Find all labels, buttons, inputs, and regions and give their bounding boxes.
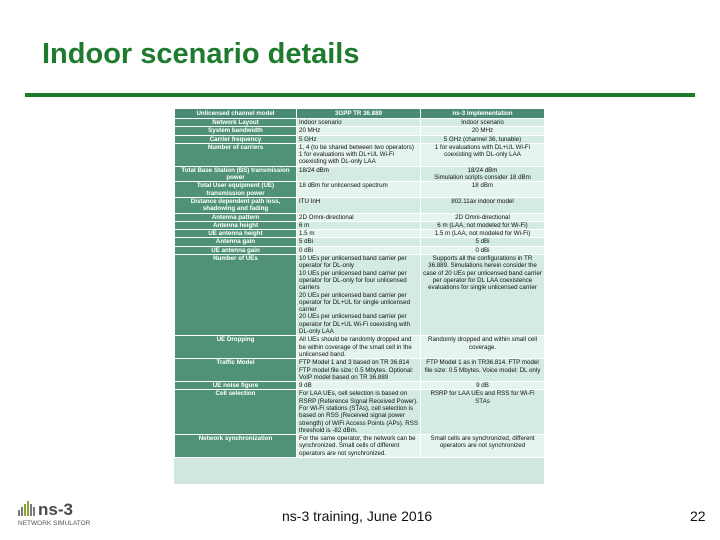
row-3gpp-value: 10 UEs per unlicensed band carrier per operator for DL-only 10 UEs per unlicensed band carrier per operator for DL-only for four unlicensed carriers 20 UEs per unlicensed band carrier per operator for DL+UL for single unlicensed carrier 20 UEs per unlicensed band carrier per operator for DL+UL Wi-Fi coexisting with DL-only LAA <box>297 255 421 336</box>
row-3gpp-value: 6 m <box>297 221 421 229</box>
table-row <box>175 336 545 359</box>
row-label: System bandwidth <box>175 127 297 135</box>
table-row <box>175 435 545 458</box>
row-3gpp-value: For the same operator, the network can be synchronized. Small cells of different operators are not synchronized. <box>297 435 421 458</box>
footer-text: ns-3 training, June 2016 <box>282 508 433 524</box>
row-ns3-value: 0 dBi <box>421 246 545 254</box>
row-label: Cell selection <box>175 390 297 435</box>
row-3gpp-value: ITU InH <box>297 197 421 213</box>
row-ns3-value: 5 dBi <box>421 238 545 246</box>
header-3gpp: 3GPP TR 36.889 <box>297 109 421 119</box>
row-3gpp-value: For LAA UEs, cell selection is based on RSRP (Reference Signal Received Power). For Wi-Fi stations (STAs), cell selection is based on RSS (Received signal power strength) of WiFi Access Points (APs). RSS threshold is -82 dBm. <box>297 390 421 435</box>
row-label: Total Base Station (BS) transmission power <box>175 166 297 182</box>
row-3gpp-value: 5 GHz <box>297 135 421 143</box>
header-parameter: Unlicensed channel model <box>175 109 297 119</box>
ns3-logo <box>18 498 128 528</box>
ns3-logo-bars-icon <box>18 501 35 516</box>
row-ns3-value: 18/24 dBm Simulation scripts consider 18 dBm <box>421 166 545 182</box>
row-label: Antenna height <box>175 221 297 229</box>
header-ns3: ns-3 implementation <box>421 109 545 119</box>
table-row <box>175 182 545 198</box>
row-ns3-value: RSRP for LAA UEs and RSS for Wi-Fi STAs <box>421 390 545 435</box>
row-ns3-value: 2D Omni-directional <box>421 213 545 221</box>
table-row <box>175 255 545 336</box>
row-label: UE Dropping <box>175 336 297 359</box>
title-divider <box>25 93 695 97</box>
row-3gpp-value: 18/24 dBm <box>297 166 421 182</box>
table-row <box>175 246 545 254</box>
row-label: Number of UEs <box>175 255 297 336</box>
row-3gpp-value: 1, 4 (to be shared between two operators) 1 for evaluations with DL+UL Wi-Fi coexisting with DL-only LAA <box>297 143 421 166</box>
row-ns3-value: 6 m (LAA, not modeled for Wi-Fi) <box>421 221 545 229</box>
table-row <box>175 166 545 182</box>
table-row <box>175 221 545 229</box>
row-label: Traffic Model <box>175 359 297 382</box>
row-label: Antenna pattern <box>175 213 297 221</box>
row-label: Distance dependent path loss, shadowing and fading <box>175 197 297 213</box>
logo-tagline: NETWORK SIMULATOR <box>18 520 91 527</box>
table-row <box>175 119 545 127</box>
row-ns3-value: 9 dB <box>421 382 545 390</box>
row-label: UE antenna height <box>175 230 297 238</box>
table-row <box>175 143 545 166</box>
row-3gpp-value: 0 dBi <box>297 246 421 254</box>
table-row <box>175 359 545 382</box>
row-ns3-value: Indoor scenario <box>421 119 545 127</box>
row-label: UE noise figure <box>175 382 297 390</box>
row-ns3-value: 1 for evaluations with DL+UL Wi-Fi coexisting with DL-only LAA <box>421 143 545 166</box>
row-3gpp-value: 1.5 m <box>297 230 421 238</box>
row-3gpp-value: Indoor scenario <box>297 119 421 127</box>
table-row <box>175 238 545 246</box>
scenario-table <box>174 108 544 484</box>
row-3gpp-value: 2D Omni-directional <box>297 213 421 221</box>
row-ns3-value: Randomly dropped and within small cell coverage. <box>421 336 545 359</box>
row-ns3-value: FTP Model 1 as in TR36.814. FTP model file size: 0.5 Mbytes. Voice model: DL only <box>421 359 545 382</box>
row-label: Total User equipment (UE) transmission power <box>175 182 297 198</box>
row-3gpp-value: 18 dBm for unlicensed spectrum <box>297 182 421 198</box>
row-3gpp-value: FTP Model 1 and 3 based on TR 36.814 FTP model file size: 0.5 Mbytes. Optional: VoIP model based on TR 36.889 <box>297 359 421 382</box>
row-ns3-value: 18 dBm <box>421 182 545 198</box>
table-row <box>175 382 545 390</box>
page-number: 22 <box>690 508 706 524</box>
row-ns3-value: Supports all the configurations in TR 36.889. Simulations herein consider the case of 20 UEs per unlicensed band carrier per operator for DL LAA coexistence evaluations for single unlicensed carrier <box>421 255 545 336</box>
row-ns3-value: 1.5 m (LAA, not modeled for Wi-Fi) <box>421 230 545 238</box>
row-3gpp-value: 20 MHz <box>297 127 421 135</box>
table-header-row <box>175 109 545 119</box>
table-row <box>175 135 545 143</box>
row-ns3-value: 802.11ax indoor model <box>421 197 545 213</box>
slide-title: Indoor scenario details <box>42 38 360 70</box>
table-row <box>175 197 545 213</box>
row-label: UE antenna gain <box>175 246 297 254</box>
row-ns3-value: 5 GHz (channel 36, tunable) <box>421 135 545 143</box>
row-ns3-value: Small cells are synchronized, different operators are not synchronized <box>421 435 545 458</box>
row-label: Carrier frequency <box>175 135 297 143</box>
row-3gpp-value: All UEs should be randomly dropped and be within coverage of the small cell in the unlicensed band. <box>297 336 421 359</box>
table-row <box>175 230 545 238</box>
row-label: Network synchronization <box>175 435 297 458</box>
table-row <box>175 213 545 221</box>
logo-name: ns-3 <box>38 500 73 519</box>
row-3gpp-value: 5 dBi <box>297 238 421 246</box>
row-ns3-value: 20 MHz <box>421 127 545 135</box>
table-row <box>175 390 545 435</box>
row-label: Antenna gain <box>175 238 297 246</box>
row-label: Network Layout <box>175 119 297 127</box>
table-row <box>175 127 545 135</box>
row-label: Number of carriers <box>175 143 297 166</box>
row-3gpp-value: 9 dB <box>297 382 421 390</box>
